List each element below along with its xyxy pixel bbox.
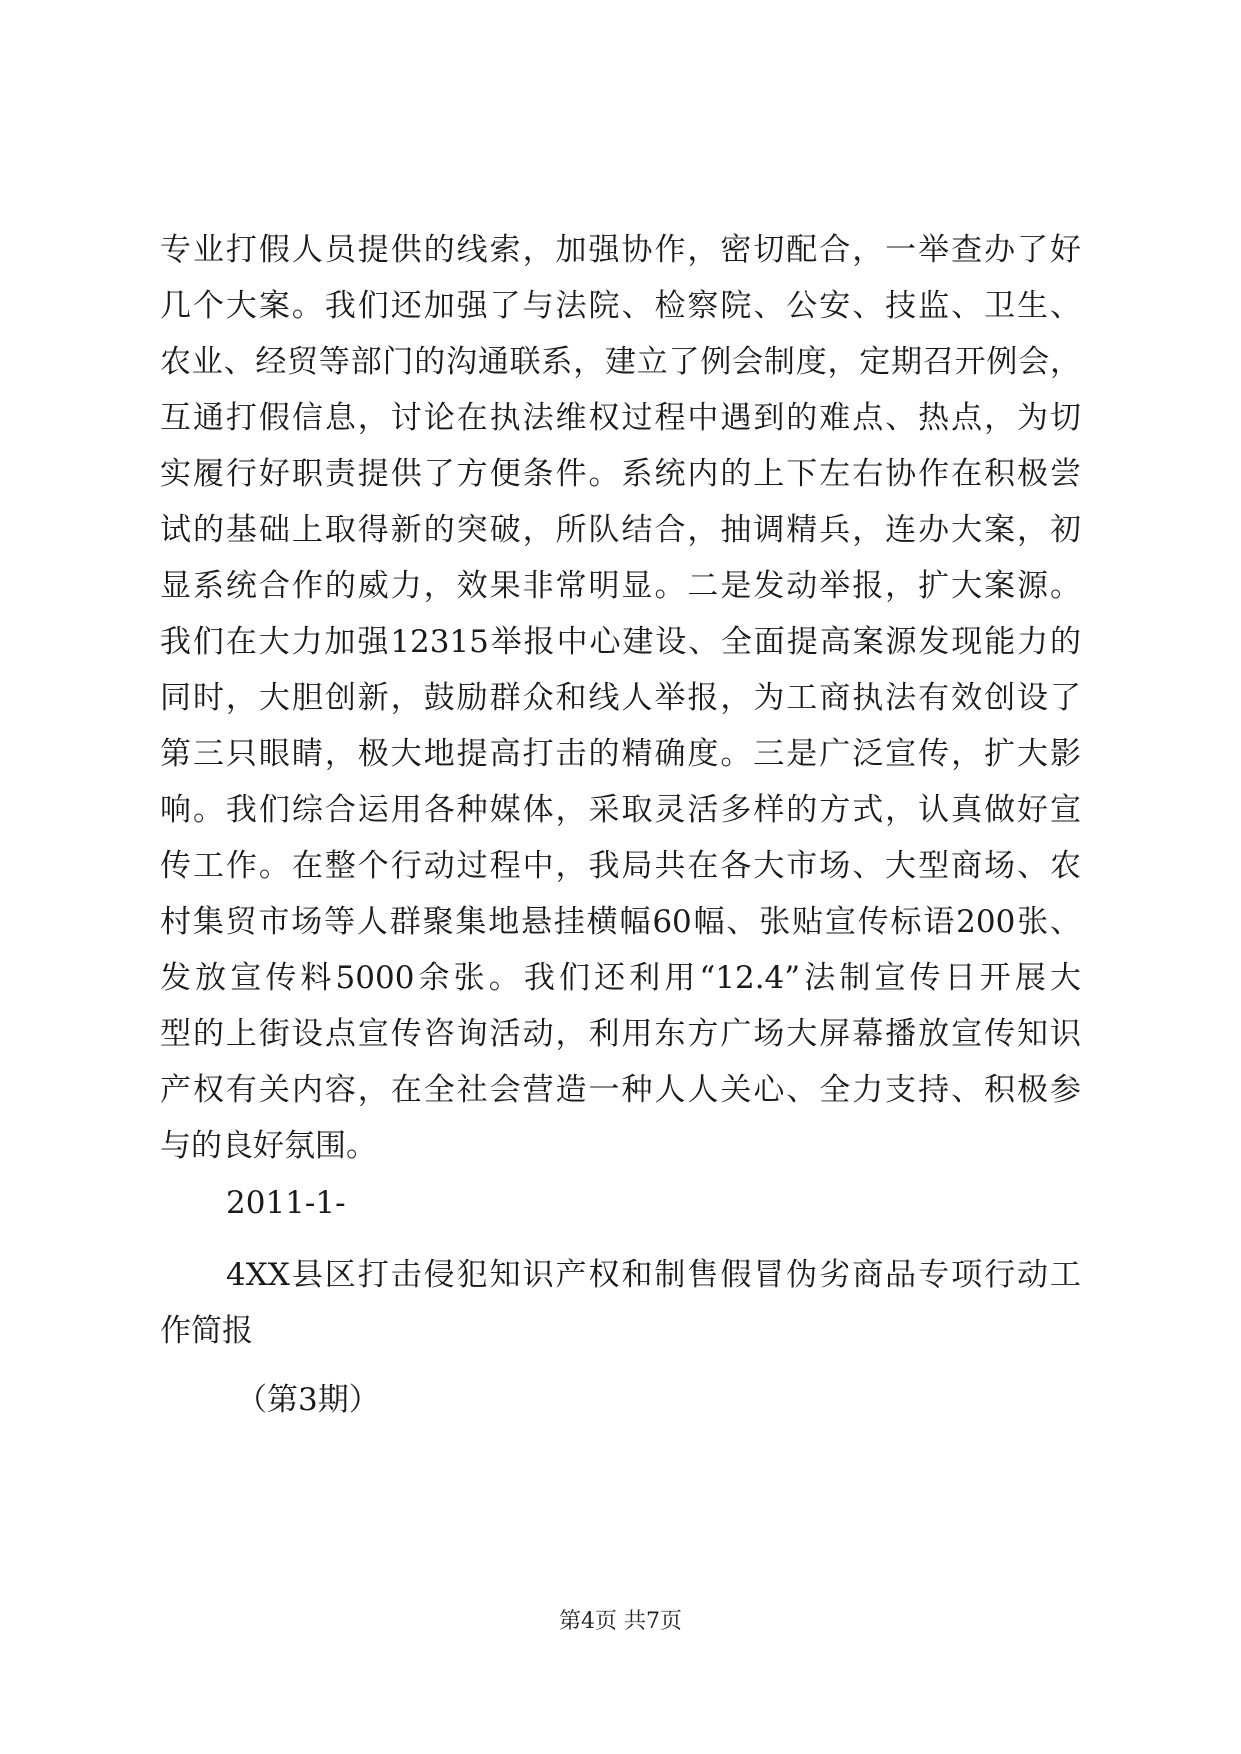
report-title-line-2: 作简报 (160, 1313, 253, 1349)
page-footer: 第4页 共7页 (559, 1609, 682, 1634)
issue-number: （第3期） (236, 1382, 380, 1418)
date-line: 2011-1- (226, 1185, 346, 1221)
text-line-7: 显系统合作的威力，效果非常明显。二是发动举报，扩大案源。 (160, 568, 1081, 604)
text-line-16: 产权有关内容，在全社会营造一种人人关心、全力支持、积极参 (160, 1072, 1081, 1108)
text-line-14: 发放宣传料5000余张。我们还利用“12.4”法制宣传日开展大 (160, 960, 1081, 996)
text-line-8: 我们在大力加强12315举报中心建设、全面提高案源发现能力的 (160, 624, 1081, 660)
text-line-10: 第三只眼睛，极大地提高打击的精确度。三是广泛宣传，扩大影 (160, 736, 1081, 772)
text-line-9: 同时，大胆创新，鼓励群众和线人举报，为工商执法有效创设了 (160, 680, 1081, 716)
text-line-15: 型的上街设点宣传咨询活动，利用东方广场大屏幕播放宣传知识 (160, 1016, 1081, 1052)
text-line-13: 村集贸市场等人群聚集地悬挂横幅60幅、张贴宣传标语200张、 (160, 904, 1081, 940)
text-line-3: 农业、经贸等部门的沟通联系，建立了例会制度，定期召开例会， (160, 344, 1081, 380)
text-line-12: 传工作。在整个行动过程中，我局共在各大市场、大型商场、农 (160, 848, 1081, 884)
report-title-line-1: 4XX县区打击侵犯知识产权和制售假冒伪劣商品专项行动工 (226, 1257, 1081, 1293)
text-line-1: 专业打假人员提供的线索，加强协作，密切配合，一举查办了好 (160, 232, 1081, 268)
text-line-11: 响。我们综合运用各种媒体，采取灵活多样的方式，认真做好宣 (160, 792, 1081, 828)
text-line-2: 几个大案。我们还加强了与法院、检察院、公安、技监、卫生、 (160, 288, 1081, 324)
text-line-4: 互通打假信息，讨论在执法维权过程中遇到的难点、热点，为切 (160, 400, 1081, 436)
text-line-5: 实履行好职责提供了方便条件。系统内的上下左右协作在积极尝 (160, 456, 1081, 492)
text-line-17: 与的良好氛围。 (160, 1128, 377, 1164)
text-line-6: 试的基础上取得新的突破，所队结合，抽调精兵，连办大案，初 (160, 512, 1081, 548)
